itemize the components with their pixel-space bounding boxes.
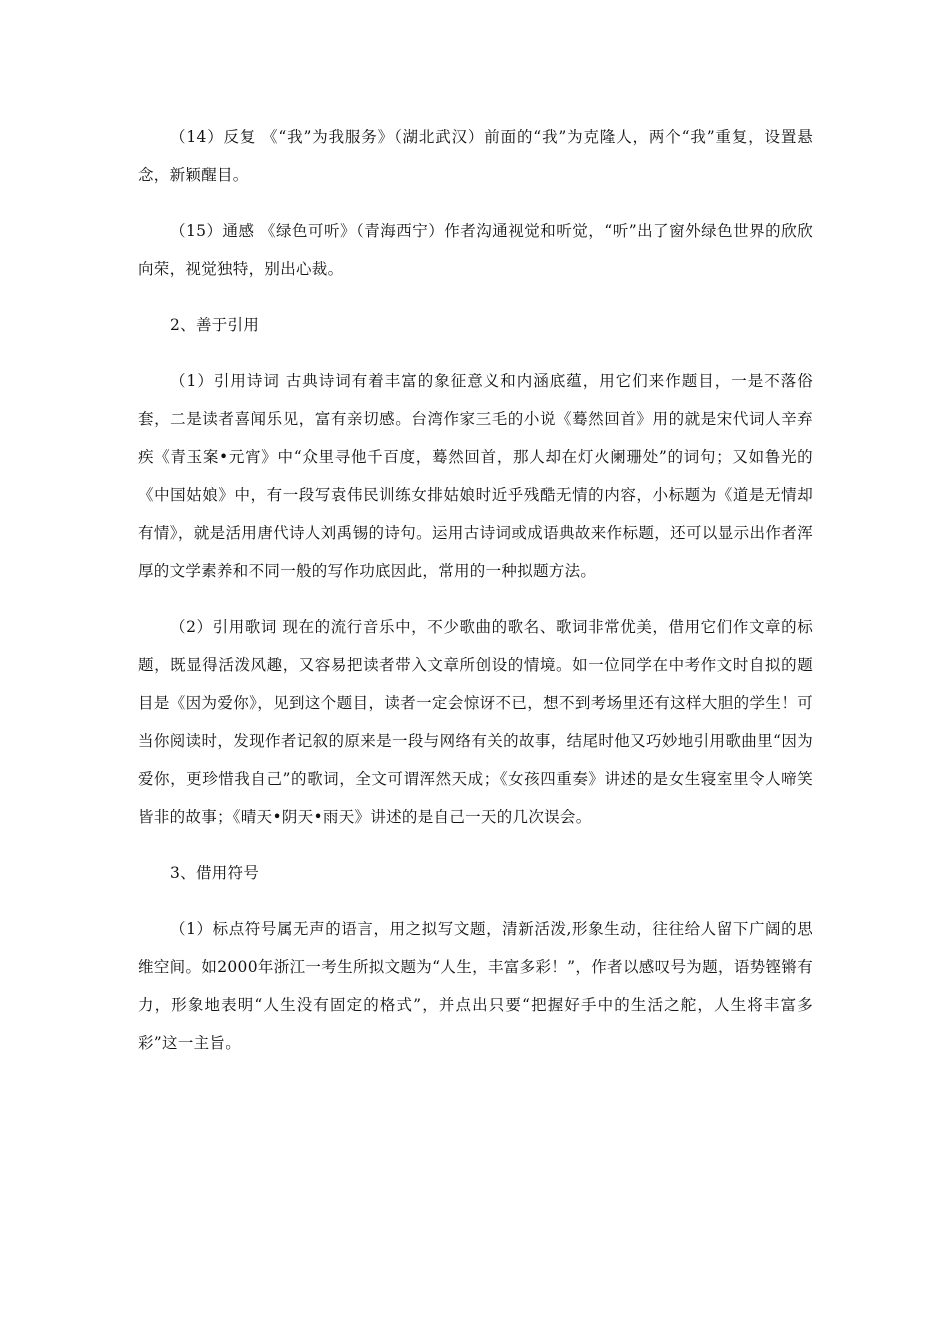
paragraph-gap <box>138 344 813 362</box>
section-heading-symbols: 3、借用符号 <box>170 864 260 882</box>
document-body <box>138 118 813 1062</box>
paragraph-synesthesia: （15）通感 《绿色可听》（青海西宁）作者沟通视觉和听觉，“听”出了窗外绿色世界的欣欣向荣，视觉独特，别出心裁。 <box>138 222 813 278</box>
paragraph-gap <box>138 892 813 910</box>
paragraph-repetition: （14）反复 《“我”为我服务》（湖北武汉）前面的“我”为克隆人，两个“我”重复，设置悬念，新颖醒目。 <box>138 128 813 184</box>
paragraph-gap <box>138 836 813 854</box>
paragraph-gap <box>138 194 813 212</box>
paragraph-gap <box>138 288 813 306</box>
paragraph-quote-poetry: （1）引用诗词 古典诗词有着丰富的象征意义和内涵底蕴，用它们来作题目，一是不落俗套，二是读者喜闻乐见，富有亲切感。台湾作家三毛的小说《蓦然回首》用的就是宋代词人辛弃疾《青玉案•元宵》中“众里寻他千百度，蓦然回首，那人却在灯火阑珊处”的词句；又如鲁光的《中国姑娘》中，有一段写袁伟民训练女排姑娘时近乎残酷无情的内容，小标题为《道是无情却有情》，就是活用唐代诗人刘禹锡的诗句。运用古诗词或成语典故来作标题，还可以显示出作者浑厚的文学素养和不同一般的写作功底因此，常用的一种拟题方法。 <box>138 372 813 580</box>
paragraph-punctuation: （1）标点符号属无声的语言，用之拟写文题，清新活泼,形象生动，往往给人留下广阔的思维空间。如2000年浙江一考生所拟文题为“人生，丰富多彩！”，作者以感叹号为题，语势铿锵有力，形象地表明“人生没有固定的格式”，并点出只要“把握好手中的生活之舵，人生将丰富多彩”这一主旨。 <box>138 920 813 1052</box>
section-heading-quotation: 2、善于引用 <box>170 316 260 334</box>
paragraph-quote-lyrics: （2）引用歌词 现在的流行音乐中，不少歌曲的歌名、歌词非常优美，借用它们作文章的标题，既显得活泼风趣，又容易把读者带入文章所创设的情境。如一位同学在中考作文时自拟的题目是《因为爱你》，见到这个题目，读者一定会惊讶不已，想不到考场里还有这样大胆的学生！可当你阅读时，发现作者记叙的原来是一段与网络有关的故事，结尾时他又巧妙地引用歌曲里“因为爱你，更珍惜我自己”的歌词，全文可谓浑然天成；《女孩四重奏》讲述的是女生寝室里令人啼笑皆非的故事；《晴天•阴天•雨天》讲述的是自己一天的几次误会。 <box>138 618 813 826</box>
paragraph-gap <box>138 590 813 608</box>
